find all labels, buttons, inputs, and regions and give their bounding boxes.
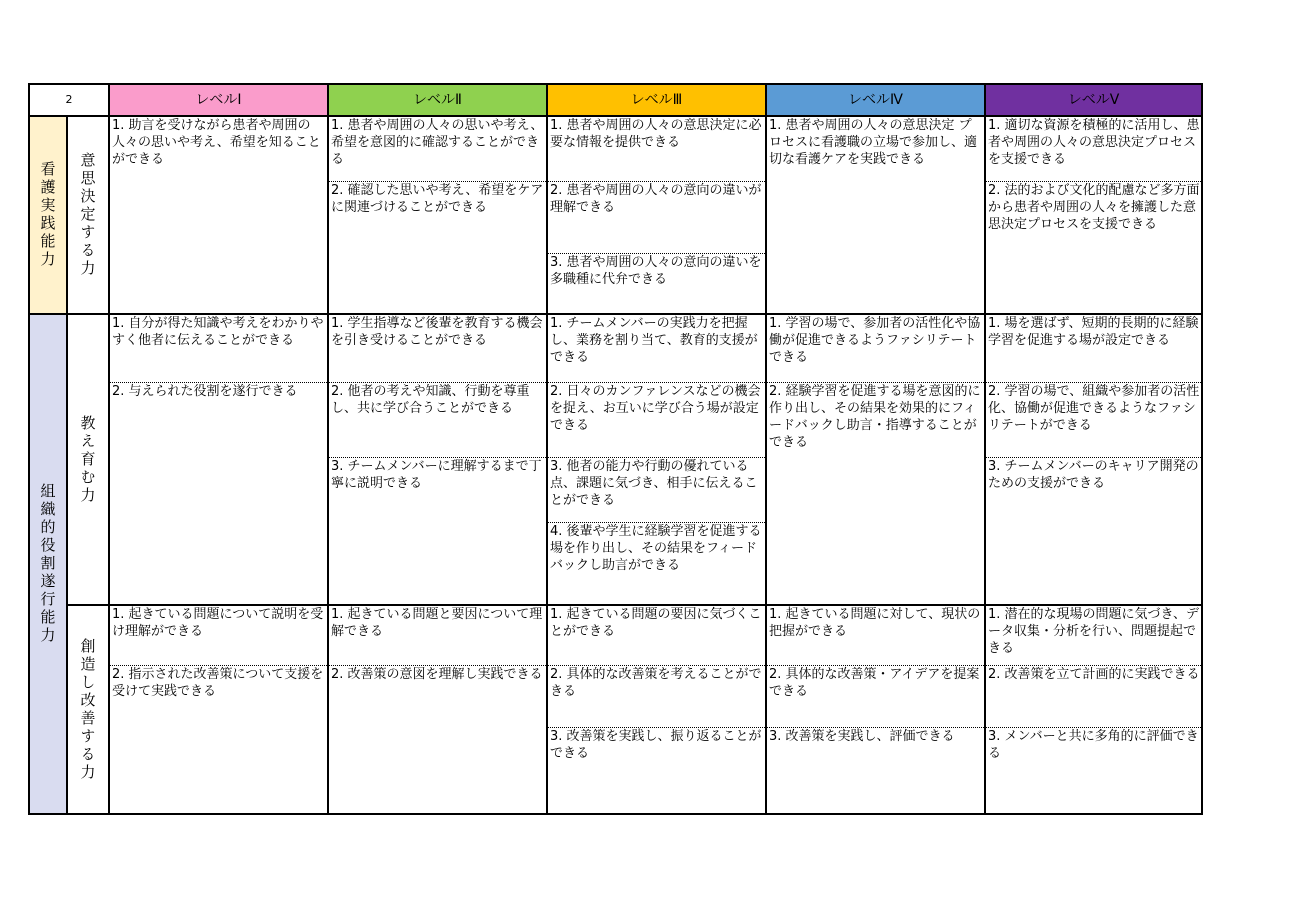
competency-item: 1. チームメンバーの実践力を把握し、業務を割り当て、教育的支援ができる (550, 316, 758, 365)
level-cell (548, 606, 767, 813)
competency-item: 2. 経験学習を促進する場を意図的に作り出し、その結果を効果的にフィードバックし助言・指導することができる (767, 382, 984, 451)
competency-item: 2. 日々のカンファレンスなどの機会を捉え、お互いに学び合う場が設定できる (548, 382, 765, 434)
level-cell (767, 315, 986, 606)
competency-item: 2. 他者の考えや知識、行動を尊重し、共に学び合うことができる (329, 382, 546, 417)
level-cell (110, 117, 329, 315)
competency-item: 3. 患者や周囲の人々の意向の違いを多職種に代弁できる (548, 253, 765, 288)
subcategory-label (68, 117, 110, 315)
competency-item: 1. 起きている問題と要因について理解できる (331, 607, 543, 639)
competency-item: 1. 起きている問題に対して、現状の把握ができる (769, 607, 981, 639)
subcategory-label-text: 意思決定する力 (78, 152, 97, 278)
level-cell (548, 315, 767, 606)
competency-item: 3. 改善策を実践し、振り返ることができる (548, 727, 765, 762)
level-cell (986, 315, 1201, 606)
level-header: レベルⅠ (110, 85, 329, 117)
competency-item: 1. 場を選ばず、短期的長期的に経験学習を促進する場が設定できる (988, 316, 1199, 348)
competency-item: 1. 潜在的な現場の問題に気づき、データ収集・分析を行い、問題提起できる (988, 607, 1200, 656)
level-cell (548, 117, 767, 315)
category-label (30, 117, 68, 315)
category-label (30, 315, 68, 813)
level-header: レベルⅤ (986, 85, 1201, 117)
competency-item: 1. 助言を受けながら患者や周囲の人々の思いや考え、希望を知ることができる (112, 118, 321, 167)
competency-item: 2. 指示された改善策について支援を受けて実践できる (110, 665, 327, 700)
level-cell (329, 606, 548, 813)
competency-item: 1. 患者や周囲の人々の意思決定 プロセスに看護職の立場で参加し、適切な看護ケアを実践できる (769, 118, 978, 167)
subcategory-label-text: 教え育む力 (78, 414, 97, 505)
level-cell (767, 117, 986, 315)
competency-item: 1. 自分が得た知識や考えをわかりやすく他者に伝えることができる (112, 316, 324, 348)
competency-item: 2. 法的および文化的配慮など多方面から患者や周囲の人々を擁護した意思決定プロセスを支援できる (988, 183, 1200, 232)
competency-item: 1. 起きている問題の要因に気づくことができる (550, 607, 762, 639)
level-cell (329, 117, 548, 315)
competency-item: 2. 確認した思いや考え、希望をケアに関連づけることができる (329, 181, 546, 216)
competency-item: 1. 起きている問題について説明を受け理解ができる (112, 607, 324, 639)
subcategory-label (68, 606, 110, 813)
category-label-text: 組織的役割遂行能力 (38, 483, 57, 645)
competency-item: 3. チームメンバーのキャリア開発のための支援ができる (986, 457, 1201, 492)
competency-item: 1. 患者や周囲の人々の意思決定に必要な情報を提供できる (550, 118, 762, 150)
level-cell (986, 606, 1201, 813)
competency-item: 1. 適切な資源を積極的に活用し、患者や周囲の人々の意思決定プロセスを支援できる (988, 118, 1200, 167)
competency-item: 1. 患者や周囲の人々の思いや考え、希望を意図的に確認することができる (331, 118, 544, 167)
competency-item: 2. 具体的な改善策・アイデアを提案できる (767, 665, 984, 700)
level-cell (986, 117, 1201, 315)
competency-item: 4. 後輩や学生に経験学習を促進する場を作り出し、その結果をフィードバックし助言ができる (548, 522, 765, 574)
competency-item: 2. 患者や周囲の人々の意向の違いが理解できる (548, 181, 765, 216)
competency-item: 3. メンバーと共に多角的に評価できる (986, 727, 1201, 762)
level-header: レベルⅢ (548, 85, 767, 117)
subcategory-label-text: 創造し改善する力 (78, 637, 97, 782)
level-cell (329, 315, 548, 606)
level-cell (110, 606, 329, 813)
competency-item: 3. チームメンバーに理解するまで丁寧に説明できる (329, 457, 546, 492)
competency-item: 2. 学習の場で、組織や参加者の活性化、協働が促進できるようなファシリテートができる (988, 384, 1200, 433)
level-header: レベルⅡ (329, 85, 548, 117)
competency-item: 3. 他者の能力や行動の優れている点、課題に気づき、相手に伝えることができる (548, 457, 765, 509)
competency-table (28, 83, 1203, 815)
subcategory-label (68, 315, 110, 606)
competency-item: 3. 改善策を実践し、評価できる (767, 727, 984, 745)
competency-item: 2. 改善策を立て計画的に実践できる (988, 667, 1200, 682)
level-cell (110, 315, 329, 606)
level-cell (767, 606, 986, 813)
competency-item: 1. 学習の場で、参加者の活性化や協働が促進できるようファシリテートできる (769, 316, 981, 365)
category-label-text: 看護実践能力 (38, 161, 57, 269)
competency-item: 2. 改善策の意図を理解し実践できる (329, 665, 546, 683)
competency-item: 2. 具体的な改善策を考えることができる (548, 665, 765, 700)
level-header: レベルⅣ (767, 85, 986, 117)
competency-item: 2. 与えられた役割を遂行できる (110, 382, 327, 400)
page-number: 2 (30, 85, 110, 117)
competency-item: 1. 学生指導など後輩を教育する機会を引き受けることができる (331, 316, 543, 348)
